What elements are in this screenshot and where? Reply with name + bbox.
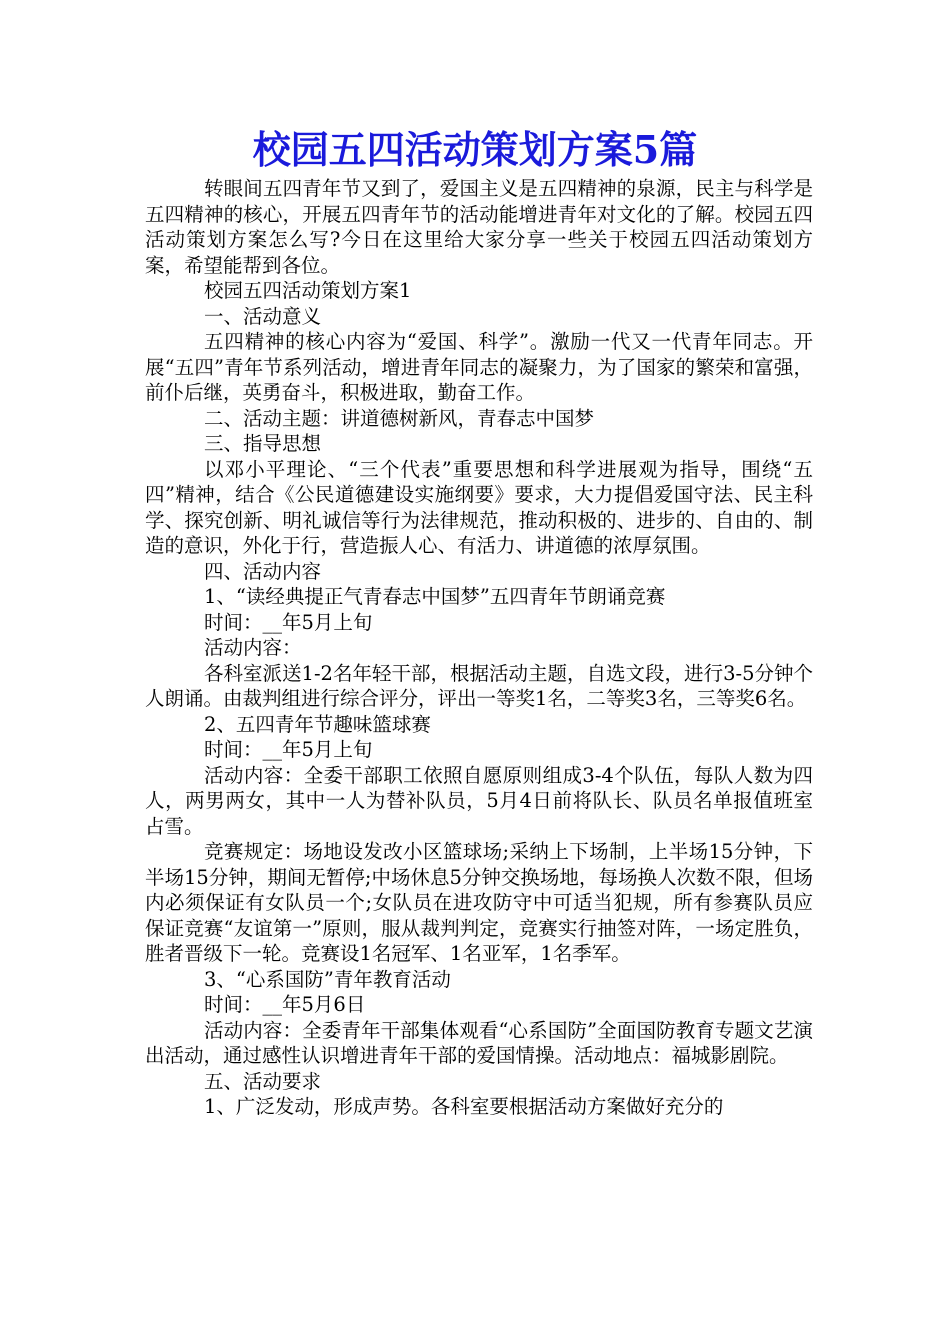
section-heading-significance: 一、活动意义 [204, 304, 322, 328]
section-heading-guiding-idea: 三、指导思想 [204, 432, 322, 455]
document-body [145, 176, 813, 1120]
plan-heading: 校园五四活动策划方案1 [204, 279, 412, 302]
guiding-idea-paragraph: 以邓小平理论、“三个代表”重要思想和科学进展观为指导，围绕“五四”精神，结合《公民道德建设实施纲要》要求，大力提倡爱国守法、民主科学、探究创新、明礼诚信等行为法律规范，推动积极的、进步的、自由的、制造的意识，外化于行，营造振人心、有活力、讲道德的浓厚氛围。 [145, 457, 813, 557]
activity-1-content: 各科室派送1-2名年轻干部，根据活动主题，自选文段，进行3-5分钟个人朗诵。由裁判组进行综合评分，评出一等奖1名，二等奖3名，三等奖6名。 [145, 661, 813, 710]
requirement-1: 1、广泛发动，形成声势。各科室要根据活动方案做好充分的 [204, 1095, 724, 1118]
activity-1-heading: 1、“读经典提正气青春志中国梦”五四青年节朗诵竞赛 [204, 585, 666, 608]
intro-paragraph: 转眼间五四青年节又到了，爱国主义是五四精神的泉源，民主与科学是五四精神的核心，开展五四青年节的活动能增进青年对文化的了解。校园五四活动策划方案怎么写?今日在这里给大家分享一些关于校园五四活动策划方案，希望能帮到各位。 [145, 177, 813, 277]
activity-3-heading: 3、“心系国防”青年教育活动 [204, 967, 451, 991]
section-heading-theme: 二、活动主题：讲道德树新风，青春志中国梦 [204, 406, 595, 430]
activity-2-time: 时间：__年5月上旬 [204, 738, 373, 761]
activity-2-rules: 竞赛规定：场地设发改小区篮球场;采纳上下场制，上半场15分钟，下半场15分钟，期间无暂停;中场休息5分钟交换场地，每场换人次数不限，但场内必须保证有女队员一个;女队员在进攻防守中可适当犯规，所有参赛队员应保证竞赛“友谊第一”原则，服从裁判判定，竞赛实行抽签对阵，一场定胜负，胜者晋级下一轮。竞赛设1名冠军、1名亚军，1名季军。 [145, 840, 813, 965]
section-heading-content: 四、活动内容 [204, 559, 322, 583]
activity-1-content-label: 活动内容： [204, 636, 302, 659]
significance-paragraph: 五四精神的核心内容为“爱国、科学”。激励一代又一代青年同志。开展“五四”青年节系列活动，增进青年同志的凝聚力，为了国家的繁荣和富强，前仆后继，英勇奋斗，积极进取，勤奋工作。 [145, 330, 813, 404]
activity-2-content: 活动内容：全委干部职工依照自愿原则组成3-4个队伍，每队人数为四人，两男两女，其中一人为替补队员，5月4日前将队长、队员名单报值班室占雪。 [145, 763, 813, 838]
section-heading-requirements: 五、活动要求 [204, 1069, 322, 1093]
document-title: 校园五四活动策划方案5篇 [252, 127, 698, 172]
activity-3-content: 活动内容：全委青年干部集体观看“心系国防”全面国防教育专题文艺演出活动，通过感性认识增进青年干部的爱国情操。活动地点：福城影剧院。 [145, 1018, 813, 1067]
activity-3-time: 时间：__年5月6日 [204, 993, 366, 1016]
activity-1-time: 时间：__年5月上旬 [204, 610, 373, 634]
activity-2-heading: 2、五四青年节趣味篮球赛 [204, 712, 431, 736]
